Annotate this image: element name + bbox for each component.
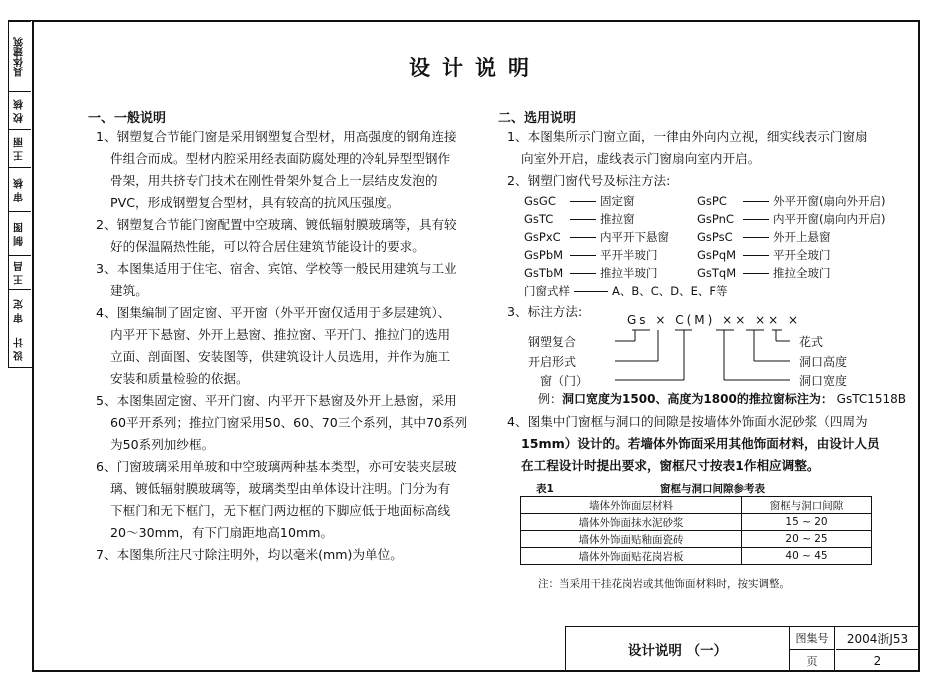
code-id: GsPxC (524, 230, 561, 244)
code-row (524, 193, 635, 209)
table-cell: 墙体外饰面贴釉面瓷砖 (521, 531, 742, 548)
side-cell-5: 王 昌 (9, 255, 31, 290)
page-title: 设计说明 (409, 56, 541, 80)
code-row (697, 211, 885, 227)
code-desc: 外开上悬窗 (773, 230, 831, 244)
side-cell-2: 王 丽 (9, 129, 31, 168)
code-row (697, 247, 831, 263)
code-desc: 推拉全玻门 (773, 266, 831, 280)
table-note: 注：当采用干挂花岗岩或其他饰面材料时，按实调整。 (538, 578, 790, 590)
general-line: 7、本图集所注尺寸除注明外，均以毫米(mm)为单位。 (96, 547, 403, 562)
atlas-label: 图集号 (790, 627, 835, 650)
general-line: 60平开系列；推拉门窗采用50、60、70三个系列，其中70系列 (110, 415, 468, 430)
general-line: 建筑。 (110, 283, 148, 298)
table-cell: 40 ~ 45 (742, 548, 872, 565)
general-line: 下框门和无下框门，无下框门两边框的下脚应低于地面标高线 (110, 503, 451, 518)
example-code: GsTC1518B (836, 392, 906, 406)
table-header-row (521, 497, 872, 514)
side-cell-4: 制 图 (9, 211, 31, 256)
general-heading: 一、一般说明 (88, 111, 167, 126)
code-id: GsTbM (524, 266, 564, 280)
table-cell: 15 ~ 20 (742, 514, 872, 531)
table-cell: 20 ~ 25 (742, 531, 872, 548)
selection-item3-title: 3、标注方法: (507, 304, 583, 319)
notation-formula: Gs × C(M) ×× ×× × (627, 313, 802, 327)
selection-item1-line1: 1、本图集所示门窗立面，一律由外向内立视，细实线表示门窗扇 (507, 129, 868, 144)
code-desc: 推拉半玻门 (600, 266, 658, 280)
general-line: 内平开下悬窗、外开上悬窗、推拉窗、平开门、推拉门的选用 (110, 327, 451, 342)
code-row (697, 229, 831, 245)
code-id: GsPsC (697, 230, 733, 244)
page-label: 页 (790, 650, 835, 671)
code-desc: 内平开下悬窗 (600, 230, 669, 244)
selection-item1-line2: 向室外开启，虚线表示门窗扇向室内开启。 (521, 151, 761, 166)
code-desc: 推拉窗 (600, 212, 635, 226)
code-row (697, 265, 831, 281)
example-line (538, 388, 906, 410)
selection-item4-line2: 15mm）设计的。若墙体外饰面采用其他饰面材料，由设计人员 (521, 436, 880, 451)
side-cell-0: 具体建筑 (9, 21, 31, 92)
code-id: GsPC (697, 194, 727, 208)
notation-label-right-0: 花式 (799, 335, 824, 349)
code-id: GsPnC (697, 212, 734, 226)
code-dash (743, 237, 769, 238)
notation-label-right-1: 洞口高度 (799, 355, 848, 369)
notation-label-right-2: 洞口宽度 (799, 374, 848, 388)
general-line: 安装和质量检验的依据。 (110, 371, 249, 386)
code-desc: 平开全玻门 (773, 248, 831, 262)
code-id: GsTC (524, 212, 554, 226)
general-line: PVC，形成钢塑复合型材，具有较高的抗风压强度。 (110, 195, 400, 210)
side-cell-1: 校 核 (9, 91, 31, 130)
code-id: GsTqM (697, 266, 737, 280)
general-line: 立面、剖面图、安装图等，供建筑设计人员选用，并作为施工 (110, 349, 451, 364)
selection-item4-line3: 在工程设计时提出要求，窗框尺寸按表1作相应调整。 (521, 458, 820, 473)
code-desc: 外平开窗(扇向外开启) (773, 194, 886, 208)
title-block (565, 626, 920, 672)
gap-table (520, 496, 872, 565)
code-dash (743, 273, 769, 274)
general-line: 6、门窗玻璃采用单玻和中空玻璃两种基本类型，亦可安装夹层玻 (96, 459, 457, 474)
table-cell: 墙体外饰面贴花岗岩板 (521, 548, 742, 565)
general-line: 璃、镀低辐射膜玻璃等，玻璃类型由单体设计注明。门分为有 (110, 481, 451, 496)
selection-item2-title: 2、钢塑门窗代号及标注方法: (507, 173, 671, 188)
general-line: 为50系列加纱框。 (110, 437, 215, 452)
table-row (521, 514, 872, 531)
atlas-value: 2004浙J53 (836, 627, 919, 650)
code-dash (570, 219, 596, 220)
general-line: 2、钢塑复合节能门窗配置中空玻璃、镀低辐射膜玻璃等，具有较 (96, 217, 457, 232)
table-header-material: 墙体外饰面层材料 (521, 497, 742, 514)
code-desc: 固定窗 (600, 194, 635, 208)
page-value: 2 (873, 653, 882, 668)
code-dash (743, 201, 769, 202)
general-line: 5、本图集固定窗、平开门窗、内平开下悬窗及外开上悬窗，采用 (96, 393, 457, 408)
general-line: 1、钢塑复合节能门窗是采用钢塑复合型材，用高强度的钢角连接 (96, 129, 457, 144)
code-desc: 内平开窗(扇向内开启) (773, 212, 886, 226)
notation-label-left-2: 窗（门） (540, 374, 589, 388)
general-line: 好的保温隔热性能，可以符合居住建筑节能设计的要求。 (110, 239, 425, 254)
code-row (524, 247, 658, 263)
side-cell-3: 审 核 (9, 167, 31, 212)
style-line (524, 283, 728, 299)
code-row (524, 229, 669, 245)
title-block-title: 设计说明 （一） (566, 627, 790, 671)
code-id: GsPqM (697, 248, 737, 262)
table-label: 表1 (536, 483, 554, 495)
general-line: 3、本图集适用于住宅、宿舍、宾馆、学校等一般民用建筑与工业 (96, 261, 457, 276)
table-cell: 墙体外饰面抹水泥砂浆 (521, 514, 742, 531)
general-line: 件组合而成。型材内腔采用经表面防腐处理的冷轧异型型钢作 (110, 151, 451, 166)
general-line: 20～30mm，有下门扇距地高10mm。 (110, 525, 334, 540)
code-dash (743, 255, 769, 256)
selection-item4-line1: 4、图集中门窗框与洞口的间隙是按墙体外饰面水泥砂浆（四周为 (507, 414, 868, 429)
table-caption: 窗框与洞口间隙参考表 (660, 483, 765, 495)
table-header-gap: 窗框与洞口间隙 (742, 497, 872, 514)
code-dash (570, 255, 596, 256)
code-row (524, 211, 635, 227)
code-dash (570, 201, 596, 202)
notation-label-left-0: 钢塑复合 (528, 335, 577, 349)
side-cell-7: 设 计 (14, 337, 26, 361)
code-dash (570, 273, 596, 274)
table-row (521, 531, 872, 548)
table-row (521, 548, 872, 565)
style-label: 门窗式样 (524, 284, 570, 298)
example-text: 洞口宽度为1500、高度为1800的推拉窗标注为： (562, 392, 833, 406)
code-row (524, 265, 658, 281)
code-dash (743, 219, 769, 220)
example-prefix: 例： (538, 392, 563, 406)
style-values: A、B、C、D、E、F等 (612, 284, 728, 298)
code-id: GsPbM (524, 248, 564, 262)
general-line: 4、图集编制了固定窗、平开窗（外平开窗仅适用于多层建筑）、 (96, 305, 451, 320)
selection-heading: 二、选用说明 (498, 111, 577, 126)
code-dash (570, 237, 596, 238)
general-line: 骨架，用共挤专门技术在刚性骨架外复合上一层结皮发泡的 (110, 173, 438, 188)
side-cell-6: 审 定 (9, 289, 31, 332)
code-id: GsGC (524, 194, 556, 208)
code-row (697, 193, 885, 209)
notation-label-left-1: 开启形式 (528, 355, 577, 369)
code-desc: 平开半玻门 (600, 248, 658, 262)
